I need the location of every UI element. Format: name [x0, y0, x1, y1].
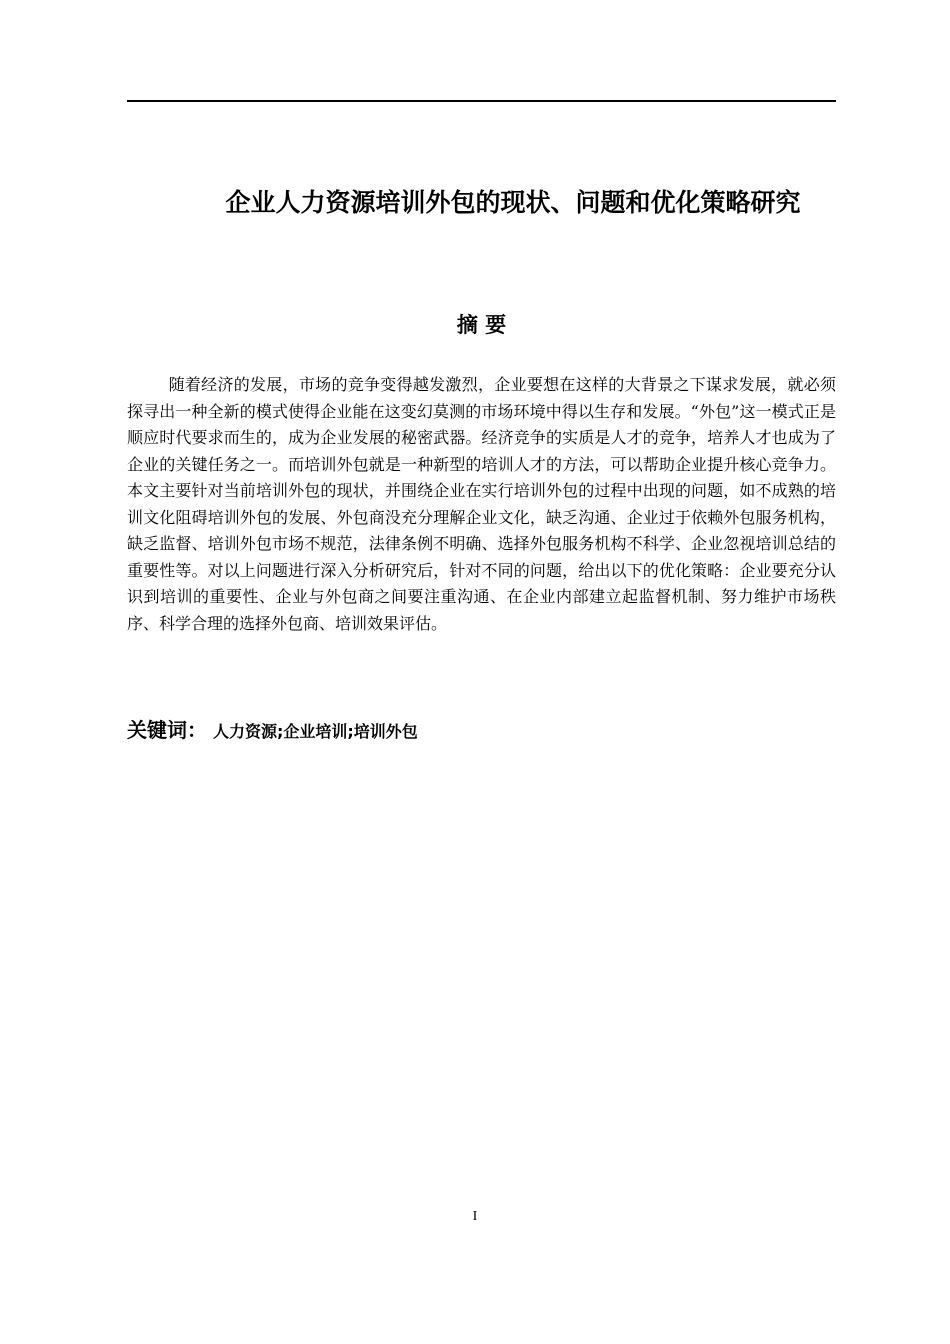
abstract-heading: 摘 要 [456, 313, 507, 337]
paper-title: 企业人力资源培训外包的现状、问题和优化策略研究 [225, 188, 801, 217]
keywords-line [127, 712, 836, 750]
abstract-body [127, 372, 836, 637]
abstract-paragraph: 随着经济的发展，市场的竞争变得越发激烈，企业要想在这样的大背景之下谋求发展，就必须探寻出一种全新的模式使得企业能在这变幻莫测的市场环境中得以生存和发展。“外包”这一模式正是顺应时代要求而生的，成为企业发展的秘密武器。经济竞争的实质是人才的竞争，培养人才也成为了企业的关键任务之一。而培训外包就是一种新型的培训人才的方法，可以帮助企业提升核心竞争力。本文主要针对当前培训外包的现状，并围绕企业在实行培训外包的过程中出现的问题，如不成熟的培训文化阻碍培训外包的发展、外包商没充分理解企业文化，缺乏沟通、企业过于依赖外包服务机构，缺乏监督、培训外包市场不规范，法律条例不明确、选择外包服务机构不科学、企业忽视培训总结的重要性等。对以上问题进行深入分析研究后，针对不同的问题，给出以下的优化策略：企业要充分认识到培训的重要性、企业与外包商之间要注重沟通、在企业内部建立起监督机制、努力维护市场秩序、科学合理的选择外包商、培训效果评估。 [127, 375, 836, 633]
keywords-label: 关键词： [127, 718, 207, 742]
page-number: I [472, 1209, 478, 1224]
keywords-text: 人力资源;企业培训;培训外包 [213, 722, 418, 741]
header-rule [127, 100, 836, 102]
